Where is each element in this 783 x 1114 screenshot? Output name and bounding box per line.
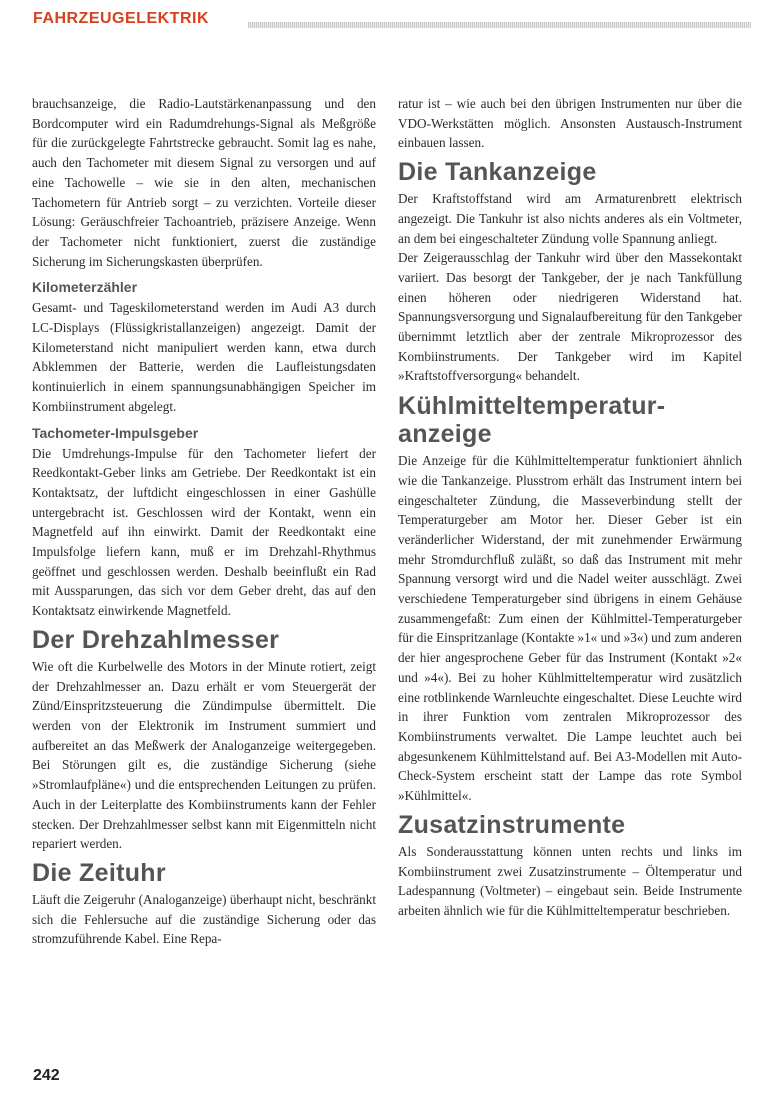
right-intro-paragraph: ratur ist – wie auch bei den übrigen Instrumenten nur über die VDO-Werkstätten möglich. Ansonsten Austausch-Instrument einbauen lassen. <box>398 96 742 151</box>
tacho-impuls-paragraph: Die Umdrehungs-Impulse für den Tachometer liefert der Reedkontakt-Geber links am Getriebe. Der Reedkontakt ist ein Kontaktsatz, der luftdicht eingeschlossen in einer Gashülle untergebracht ist. Geschlossen wird der Kontakt, wenn ein Magnetfeld auf ihn einwirkt. Damit der Reedkontakt eine Impulsfolge liefern kann, muß er im Drehzahl-Rhythmus geöffnet und geschlossen werden. Deshalb beeinflußt ein Rad mit Aussparungen, das sich vor dem Geber dreht, das auf den Kontaktsatz einwirkende Magnetfeld. <box>32 445 376 619</box>
tank-paragraph-2: Der Zeigerausschlag der Tankuhr wird über den Massekontakt variiert. Das besorgt der Tankgeber, der je nach Tankfüllung einen höheren oder niedrigeren Widerstand hat. Spannungsversorgung und Signalaufbereitung für den Tankgeber übernimmt letztlich aber der zentrale Mikroprozessor des Kombiinstruments. Der Tankgeber wird im Kapitel »Kraftstoffversorgung« behandelt. <box>398 250 742 384</box>
kuehl-paragraph: Die Anzeige für die Kühlmitteltemperatur funktioniert ähnlich wie die Tankanzeige. Plusstrom erhält das Instrument intern bei eingeschalteter Zündung, die Masseverbindung stellt der Temperaturgeber am Motor her. Dieser Geber ist ein veränderlicher Widerstand, der mit zunehmender Erwärmung mehr Stromdurchfluß zuläßt, so daß das Instrument mit mehr Spannung versorgt wird und die Nadel weiter ausschlägt. Zwei verschiedene Temperaturgeber sind übrigens in einem Gehäuse zusammengefaßt: Zum einen der Kühlmittel-Temperaturgeber für die Einspritzanlage (Kontakte »1« und »3«) und zum anderen der hier angesprochene Geber für das Instrument (Kontakt »2« und »4«). Bei zu hoher Kühlmitteltemperatur wird zusätzlich eine rotblinkende Warnleuchte eingeschaltet. Diese Leuchte wird in ihrer Funktion vom zentralen Mikroprozessor des Kombiinstruments verwaltet. Die Lampe leuchtet auch bei abgesunkenem Kühlmittelstand auf. Bei A3-Modellen mit Auto-Check-System erscheint statt der Lampe das rote Symbol »Kühlmittel«. <box>398 453 742 804</box>
tank-heading: Die Tankanzeige <box>398 158 597 187</box>
kilometer-paragraph: Gesamt- und Tageskilometerstand werden im Audi A3 durch LC-Displays (Flüssigkristallanzeigen) angezeigt. Damit der Kilometerstand nicht manipuliert werden kann, etwa durch Abklemmen der Batterie, werden die Laufleistungsdaten kontinuierlich in einem spannungsunabhängigen Speicher im Kombiinstrument abgelegt. <box>32 300 376 414</box>
drehzahl-paragraph: Wie oft die Kurbelwelle des Motors in der Minute rotiert, zeigt der Drehzahlmesser an. Dazu erhält er vom Steuergerät der Zünd/Einspritzsteuerung die Zündimpulse übermittelt. Die werden von der Elektronik im Instrument summiert und aufbereitet an das Meßwerk der Analoganzeige weitergegeben. Bei Störungen gilt es, die zuständige Sicherung (siehe »Stromlaufpläne«) und die entsprechenden Leitungen zu prüfen. Auch in der Leiterplatte des Kombiinstruments kann der Fehler stecken. Der Drehzahlmesser selbst kann mit Eigenmitteln nicht repariert werden. <box>32 658 376 852</box>
right-column <box>398 94 742 921</box>
left-column <box>32 94 376 949</box>
kuehl-heading-line-2: anzeige <box>398 420 492 449</box>
header-rule <box>248 22 751 28</box>
zusatz-heading: Zusatzinstrumente <box>398 810 626 839</box>
zusatz-paragraph: Als Sonderausstattung können unten rechts und links im Kombiinstrument zwei Zusatzinstrumente – Öltemperatur und Ladespannung (Voltmeter) – eingebaut sein. Beide Instrumente arbeiten ähnlich wie für die Kühlmitteltemperatur beschrieben. <box>398 843 742 918</box>
tank-paragraph-1: Der Kraftstoffstand wird am Armaturenbrett elektrisch angezeigt. Die Tankuhr ist also nichts anderes als ein Voltmeter, an dem bei eingeschalteter Zündung volle Spannung anliegt. <box>398 191 742 246</box>
drehzahl-heading: Der Drehzahlmesser <box>32 625 280 654</box>
page-number: 242 <box>33 1067 60 1084</box>
chapter-title: FAHRZEUGELEKTRIK <box>33 10 209 27</box>
zeituhr-heading: Die Zeituhr <box>32 858 166 887</box>
kilometer-heading: Kilometerzähler <box>32 279 138 296</box>
page-header <box>33 10 751 32</box>
kuehl-heading-line-1: Kühlmitteltemperatur- <box>398 392 666 421</box>
kuehl-heading <box>398 392 742 448</box>
zeituhr-paragraph: Läuft die Zeigeruhr (Analoganzeige) überhaupt nicht, beschränkt sich die Fehlersuche auf die zuständige Sicherung oder das stromzuführende Kabel. Eine Repa- <box>32 891 376 947</box>
tacho-impuls-heading: Tachometer-Impulsgeber <box>32 424 199 441</box>
intro-paragraph: brauchsanzeige, die Radio-Lautstärkenanpassung und den Bordcomputer wird ein Radumdrehungs-Signal als Meßgröße für die zurückgelegte Fahrtstrecke gebraucht. Somit lag es nahe, auch den Tachometer mit diesem Signal zu versorgen und auf eine Tachowelle – wie sie in den alten, mechanischen Tachometern für Antrieb sorgt – zu verzichten. Vorteile dieser Lösung: Geräuschfreier Tachoantrieb, präzisere Anzeige. Wenn der Tachometer nicht funktioniert, zuerst die zuständige Sicherung im Sicherungskasten überprüfen. <box>32 96 376 269</box>
